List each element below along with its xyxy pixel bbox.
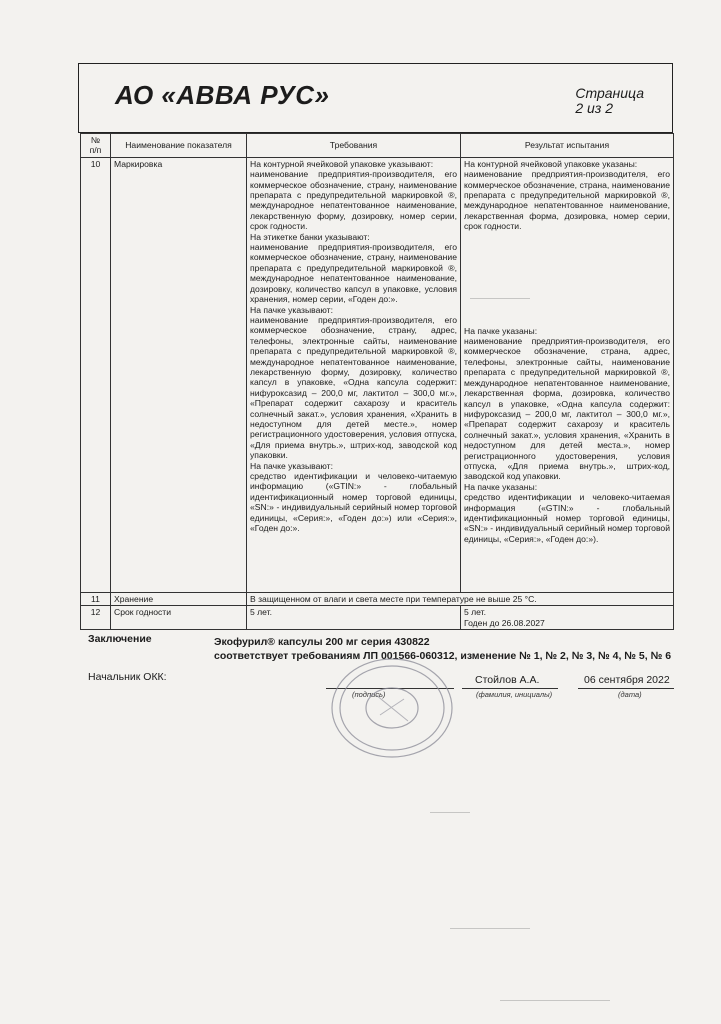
scan-artifact: [450, 928, 530, 929]
scan-artifact: [500, 1000, 610, 1001]
indicator-name: Хранение: [111, 592, 247, 605]
name-caption: (фамилия, инициалы): [476, 690, 553, 699]
page-label: Страница: [575, 85, 644, 101]
table-header-row: [81, 134, 674, 158]
indicator-name: Маркировка: [111, 157, 247, 592]
row-number: 10: [81, 157, 111, 592]
date-caption: (дата): [618, 690, 642, 699]
result-cell: [461, 157, 674, 592]
header-number: № п/п: [81, 134, 111, 158]
conclusion-compliance: соответствует требованиям ЛП 001566-060312, изменение № 1, № 2, № 3, № 4, № 5, № 6: [214, 650, 672, 662]
page-of: 2 из 2: [575, 100, 614, 116]
scan-artifact: [470, 298, 530, 299]
page-number: [575, 86, 644, 116]
header-requirements: Требования: [247, 134, 461, 158]
signatory-name: Стойлов А.А.: [475, 674, 540, 686]
date-line: [578, 688, 674, 689]
row-number: 11: [81, 592, 111, 605]
test-results-table: [80, 133, 674, 630]
conclusion-product: Экофурил® капсулы 200 мг серия 430822: [214, 636, 430, 648]
result-text: 5 лет. Годен до 26.08.2027: [461, 606, 674, 630]
signature-date: 06 сентября 2022: [584, 674, 670, 686]
company-name: АО «АВВА РУС»: [115, 80, 330, 110]
row-number: 12: [81, 606, 111, 630]
header-result: Результат испытания: [461, 134, 674, 158]
requirements-text: 5 лет.: [247, 606, 461, 630]
indicator-name: Срок годности: [111, 606, 247, 630]
document-header: [78, 63, 673, 133]
result-text-box: На пачке указаны: наименование предприятия-производителя, его коммерческое обозначение, страна, адрес, телефоны, электронные сайты, наименование препарата с предупредительной маркировкой ®, международное непатентованное наименование, лекарственная форма, дозировка, количество капсул в упаковке, «Одна капсула содержит: нифуроксазид – 200,0 мг, лактитол – 300,0 мг.», «Препарат содержит сахарозу и краситель солнечный закат.», условия хранения, «Хранить в недоступном для детей места.», номер регистрационного удостоверения, условия отпуска, «Для приема внутрь.», штрих-код, заводской код упаковки. На пачке указаны: средство идентификации и человеко-читаемая информация («GTIN:» - глобальный идентификационный номер торговой единицы, «SN:» - индивидуальный серийный номер торговой единицы, «Серия:», «Годен до:»).: [464, 325, 670, 544]
conclusion-label: Заключение: [88, 633, 152, 645]
signatory-role: Начальник ОКК:: [88, 671, 167, 683]
company-seal-stamp: [326, 655, 456, 760]
name-line: [462, 688, 558, 689]
scan-artifact: [430, 812, 470, 813]
signature-caption: (подпись): [352, 690, 386, 699]
result-text-blister: На контурной ячейковой упаковке указаны: наименование предприятия-производителя, его коммерческое обозначение, страна, наименование препарата с предупредительной маркировкой ®, международное непатентованное наименование, лекарственная форма, дозировка, номер серии, срок годности.: [464, 158, 670, 232]
table-row: [81, 592, 674, 605]
header-indicator: Наименование показателя: [111, 134, 247, 158]
table-row: [81, 606, 674, 630]
storage-text: В защищенном от влаги и света месте при температуре не выше 25 °С.: [247, 592, 674, 605]
table-row: [81, 157, 674, 592]
requirements-text: На контурной ячейковой упаковке указывают: наименование предприятия-производителя, его коммерческое обозначение, страну, наименование препарата с предупредительной маркировкой ®, международное непатентованное наименование, лекарственную форму, дозировку, номер серии, срок годности. На этикетке банки указывают: наименование предприятия-производителя, его коммерческое обозначение, страну, наименование препарата с предупредительной маркировкой ®, международное непатентованное наименование, дозировку, количество капсул в упаковке, условия хранения, номер серии, «Годен до:». На пачке указывают: наименование предприятия-производителя, его коммерческое обозначение, страну, адрес, телефоны, электронные сайты, наименование препарата с предупредительной маркировкой ®, международное непатентованное наименование, лекарственную форму, дозировку, количество капсул в упаковке, «Одна капсула содержит: нифуроксазид – 200,0 мг, лактитол – 300,0 мг.», «Препарат содержит сахарозу и краситель солнечный закат.», условия хранения, «Хранить в недоступном для детей месте.», номер регистрационного удостоверения, условия отпуска, «Для приема внутрь.», штрих-код, заводской код упаковки. На пачке указывают: средство идентификации и человеко-читаемую информацию («GTIN:» - глобальный идентификационный номер торговой единицы, «SN:» - индивидуальный серийный номер торговой единицы, «Серия:», «Годен до:») или «Серия:», «Годен до:».: [247, 157, 461, 592]
